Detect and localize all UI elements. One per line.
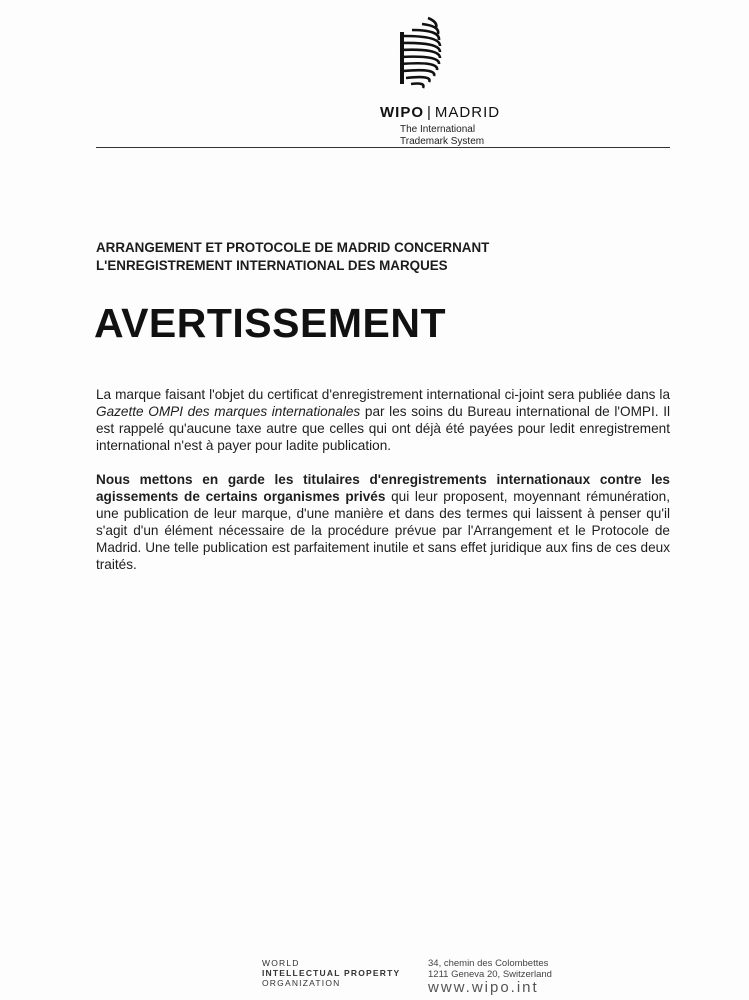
para1-text-end: par les soins du Bureau international de l'OMPI. Il est rappelé qu'aucune taxe autre que celles qui ont déjà été payées pour ledit enregistrement international n'est à payer pour ladite publication. [96,404,670,453]
logo-tagline [400,124,484,148]
tagline-line2: Trademark System [400,136,485,147]
wipo-globe-logo-icon [398,14,442,94]
org-line3: ORGANIZATION [262,978,341,988]
heading-line1: ARRANGEMENT ET PROTOCOLE DE MADRID CONCERNANT [96,240,490,255]
para1-text-start: La marque faisant l'objet du certificat d'enregistrement international ci-joint sera publiée dans la [96,387,670,402]
paragraph-warning [96,471,670,573]
footer-address [428,958,552,980]
org-line1: WORLD [262,958,300,968]
heading-line2: L'ENREGISTREMENT INTERNATIONAL DES MARQUES [96,258,448,273]
footer-website: www.wipo.int [428,979,539,996]
document-heading [96,239,656,275]
logo-wordmark [380,104,500,121]
logo-wipo-text: WIPO [380,104,424,121]
para1-gazette-title: Gazette OMPI des marques internationales [96,404,361,419]
address-line1: 34, chemin des Colombettes [428,958,549,969]
logo-separator: | [427,104,432,121]
page-title: AVERTISSEMENT [94,300,446,346]
tagline-line1: The International [400,124,476,135]
org-line2: INTELLECTUAL PROPERTY [262,968,401,978]
address-line2: 1211 Geneva 20, Switzerland [428,969,552,980]
footer-organization [262,958,400,988]
para2-text-rest: qui leur proposent, moyennant rémunération, une publication de leur marque, d'une manière et dans des termes qui laissent à penser qu'il s'agit d'un élément nécessaire de la procédure prévue par l'Arrangement et le Protocole de Madrid. Une telle publication est parfaitement inutile et sans effet juridique aux fins de ces deux traités. [96,489,671,572]
logo-madrid-text: MADRID [434,104,501,121]
para2-warning-bold: Nous mettons en garde les titulaires d'enregistrements internationaux contre les agissements de certains organismes privés [96,472,670,504]
header-divider [96,147,670,148]
paragraph-publication-notice [96,386,670,454]
